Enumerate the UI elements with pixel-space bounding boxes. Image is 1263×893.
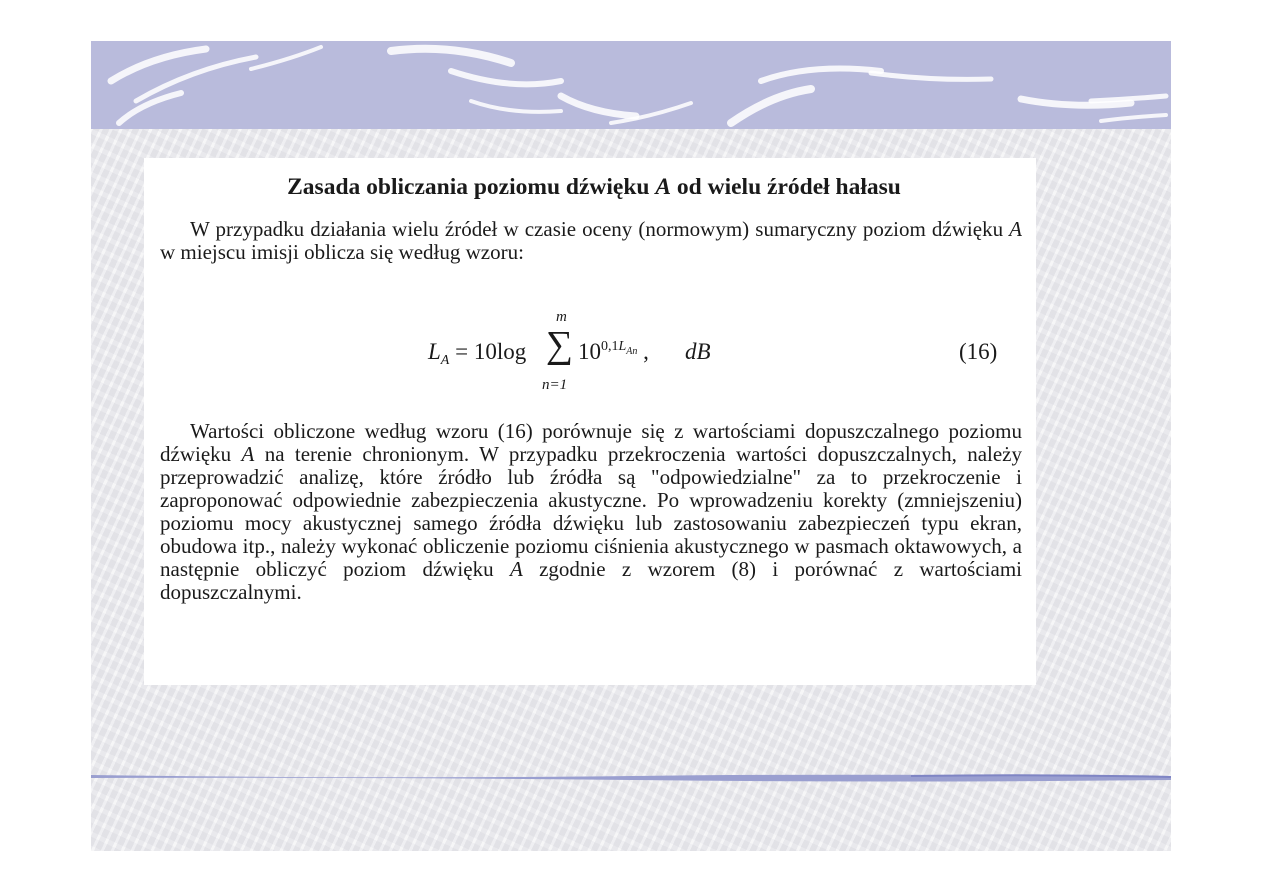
decorative-header-band (91, 41, 1171, 129)
formula-16 (144, 303, 1036, 403)
text-panel (144, 158, 1036, 685)
body-paragraph: Wartości obliczone według wzoru (16) porównuje się z wartościami dopuszczalnego poziomu dźwięku A na terenie chronionym. W przypadku przekroczenia wartości dopuszczalnych, należy przeprowadzić analizę, które źródło lub źródła są "odpowiedzialne" za to przekroczenie i zaproponować odpowiednie zabezpieczenia akustyczne. Po wprowadzeniu korekty (zmniejszeniu) poziomu mocy akustycznej samego źródła dźwięku lub zastosowaniu zabezpieczeń typu ekran, obudowa itp., należy wykonać obliczenie poziomu ciśnienia akustycznego w pasmach oktawowych, a następnie obliczyć poziom dźwięku A zgodnie z wzorem (8) i porównać z wartościami dopuszczalnymi. (160, 419, 1022, 604)
formula-lhs: $L_A = 10\log$ (428, 339, 527, 368)
formula-term: $10^{0,1L_{An}}$ , (578, 339, 649, 364)
slide (91, 41, 1171, 851)
swirl-decoration-icon (91, 41, 1171, 129)
document-title: Zasada obliczania poziomu dźwięku A od wielu źródeł hałasu (287, 174, 901, 200)
sum-symbol: ∑ (546, 324, 574, 366)
sum-upper-limit: m (556, 309, 567, 325)
decorative-bottom-rule (91, 767, 1171, 787)
divider-swoosh-icon (91, 767, 1171, 787)
sum-lower-limit: n=1 (542, 377, 568, 393)
intro-paragraph: W przypadku działania wielu źródeł w czasie oceny (normowym) sumaryczny poziom dźwięku A w miejscu imisji oblicza się według wzoru: (160, 217, 1022, 264)
formula-unit: dB (685, 339, 711, 364)
equation-number: (16) (959, 339, 998, 364)
